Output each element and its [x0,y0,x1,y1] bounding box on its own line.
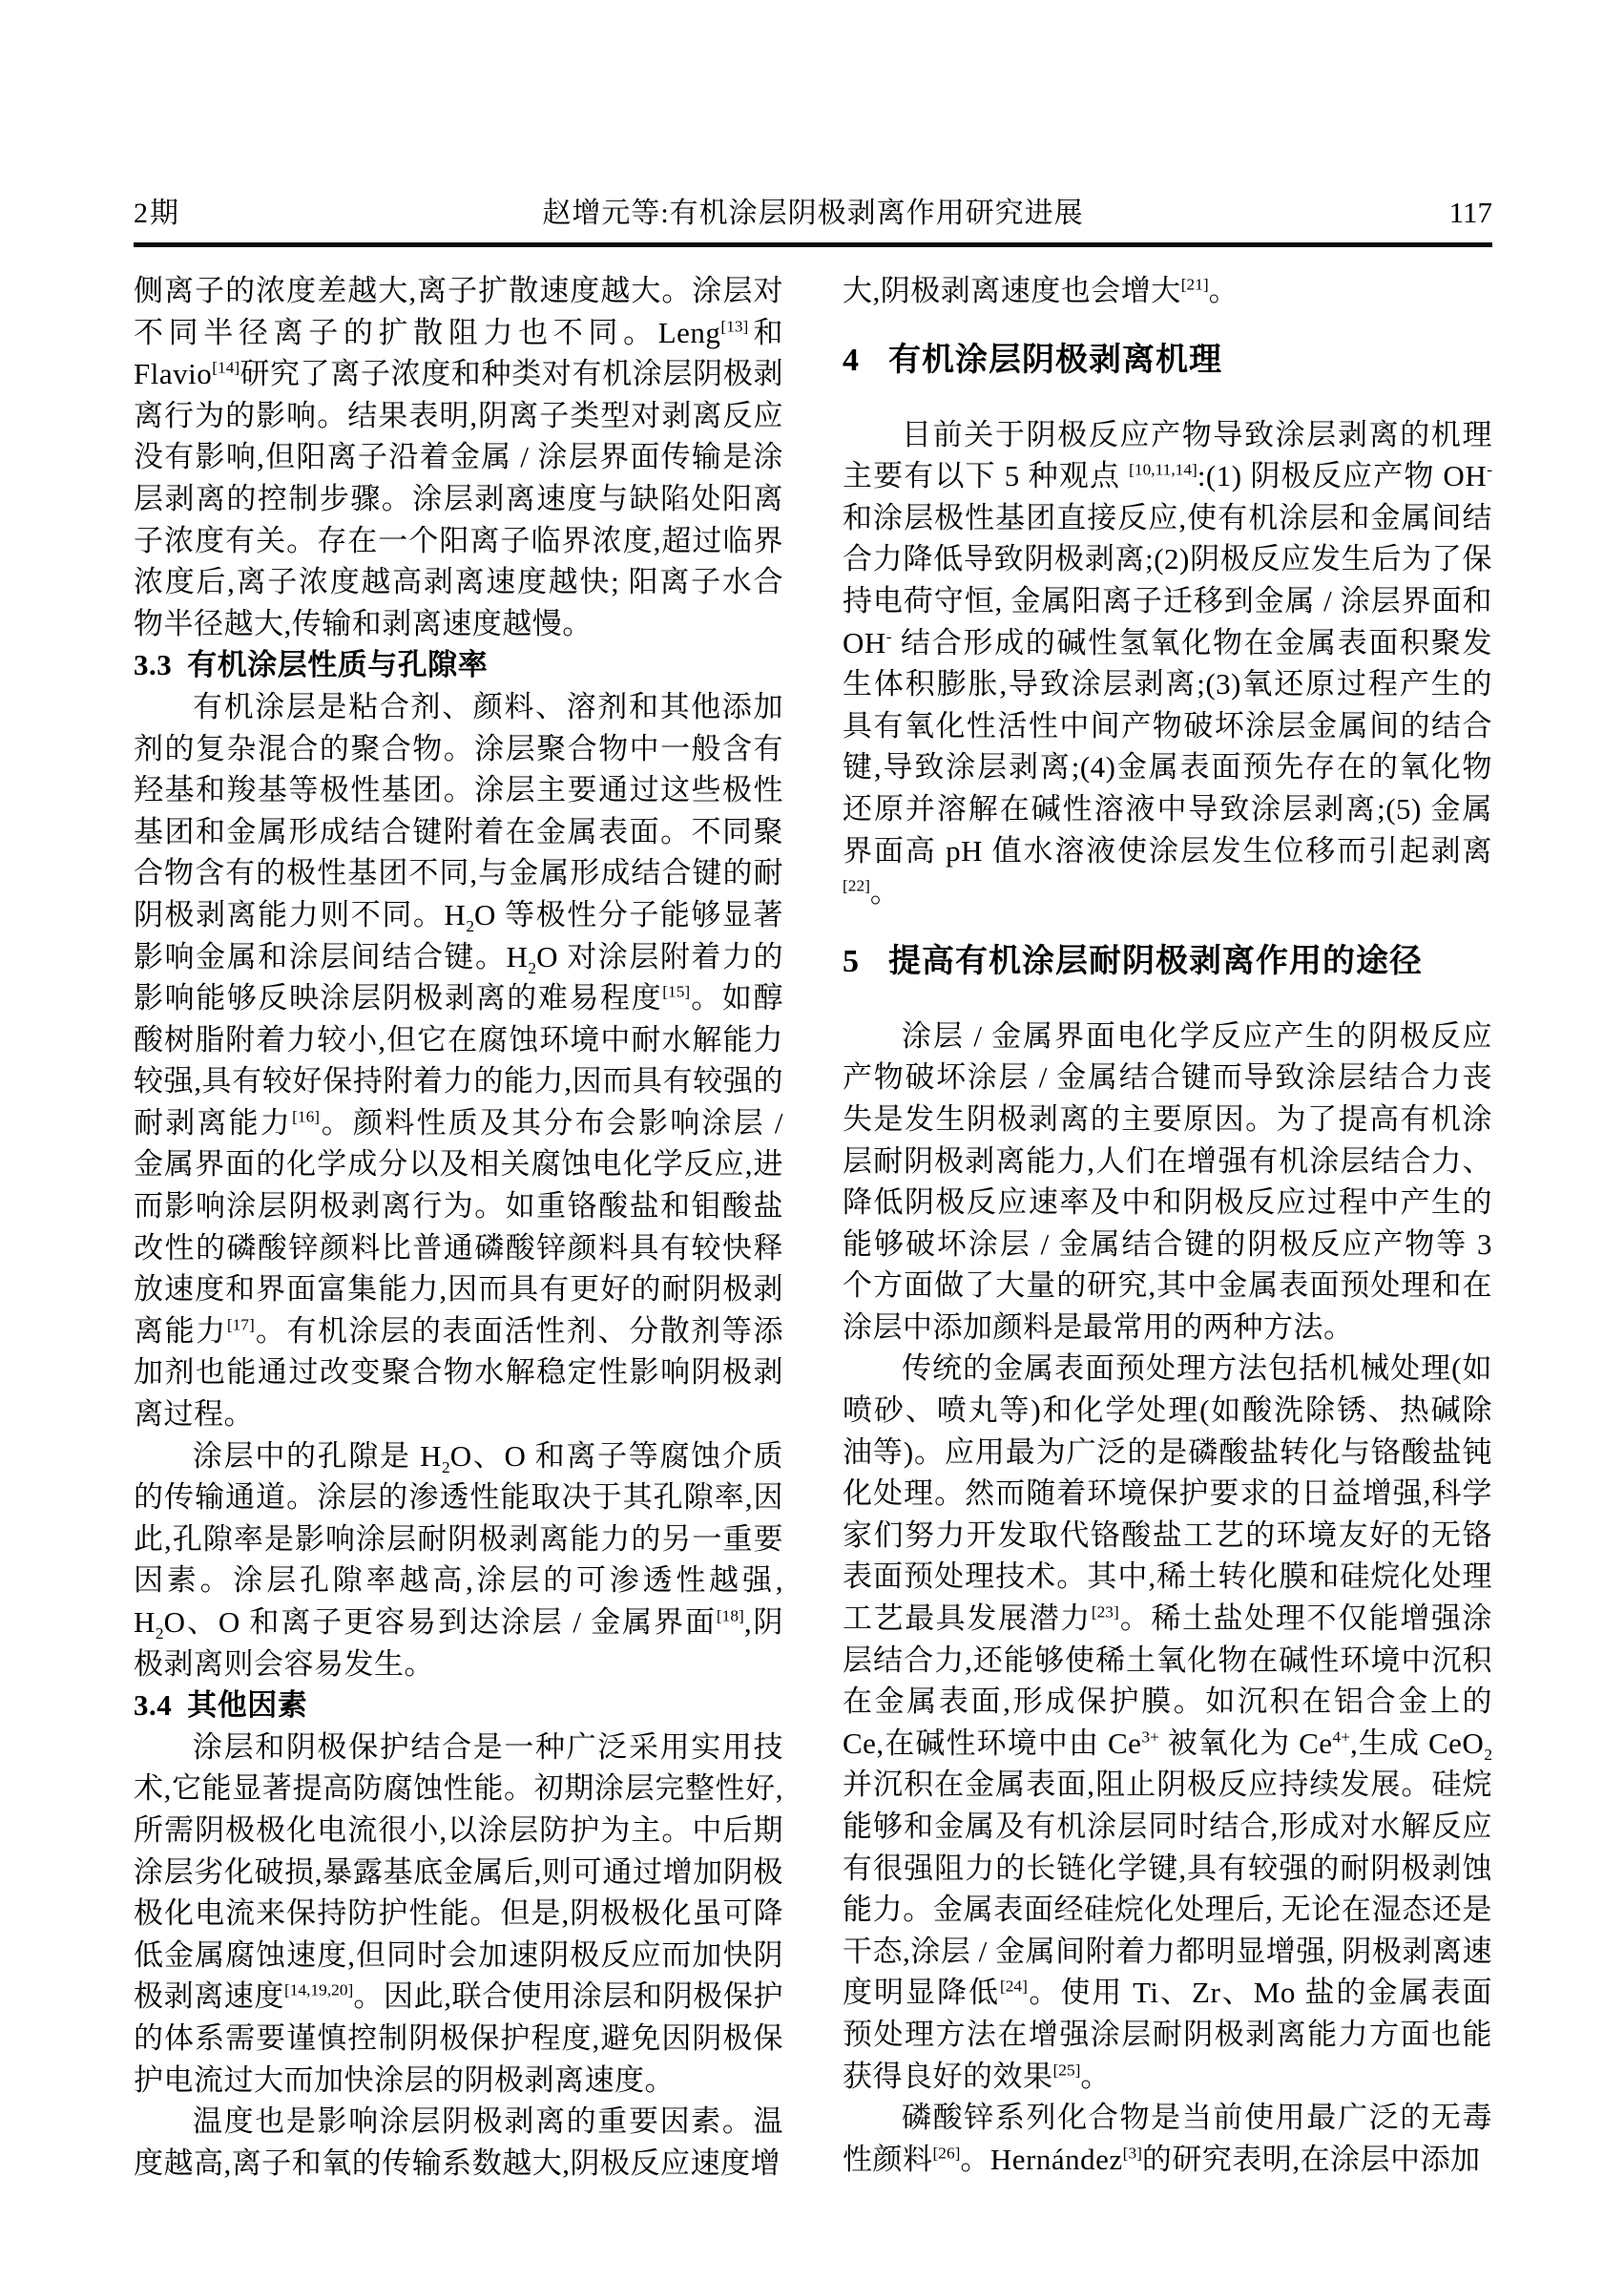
paragraph: 目前关于阴极反应产物导致涂层剥离的机理主要有以下 5 种观点 [10,11,14]:(1) 阴极反应产物 OH- 和涂层极性基团直接反应,使有机涂层和金属间结合力降低导致阴极剥离;(2)阴极反应发生后为了保持电荷守恒, 金属阳离子迁移到金属 / 涂层界面和 OH- 结合形成的碱性氢氧化物在金属表面积聚发生体积膨胀,导致涂层剥离;(3)氧还原过程产生的具有氧化性活性中间产物破坏涂层金属间的结合键,导致涂层剥离;(4)金属表面预先存在的氧化物还原并溶解在碱性溶液中导致涂层剥离;(5) 金属界面高 pH 值水溶液使涂层发生位移而引起剥离[22]。 [843,417,1492,910]
two-column-body [134,270,1492,2184]
section-title: 有机涂层阴极剥离机理 [888,341,1222,378]
paragraph: 涂层中的孔隙是 $H_2O$、O 和离子等腐蚀介质的传输通道。涂层的渗透性能取决于其孔隙率,因此,孔隙率是影响涂层耐阴极剥离能力的另一重要因素。涂层孔隙率越高,涂层的可渗透性越强, $H_2O$、O 和离子更容易到达涂层 / 金属界面[18],阴极剥离则会容易发生。 [134,1438,784,1681]
section-heading [843,339,1492,382]
section-title: 有机涂层性质与孔隙率 [187,648,489,682]
section-number: 4 [843,342,860,378]
paragraph: 涂层和阴极保护结合是一种广泛采用实用技术,它能显著提高防腐蚀性能。初期涂层完整性好,所需阴极极化电流很小,以涂层防护为主。中后期涂层劣化破损,暴露基底金属后,则可通过增加阴极极化电流来保持防护性能。但是,阴极极化虽可降低金属腐蚀速度,但同时会加速阴极反应而加快阴极剥离速度[14,19,20]。因此,联合使用涂层和阴极保护的体系需要谨慎控制阴极保护程度,避免因阴极保护电流过大而加快涂层的阴极剥离速度。 [134,1729,784,2097]
column-left [134,270,783,2184]
page-number: 117 [1448,196,1492,229]
section-title: 提高有机涂层耐阴极剥离作用的途径 [888,942,1423,979]
journal-issue: 2期 [134,198,180,229]
paragraph: 涂层 / 金属界面电化学反应产生的阴极反应产物破坏涂层 / 金属结合键而导致涂层结合力丧失是发生阴极剥离的主要原因。为了提高有机涂层耐阴极剥离能力,人们在增强有机涂层结合力、降低阴极反应速率及中和阴极反应过程中产生的能够破坏涂层 / 金属结合键的阴极反应产物等 3 个方面做了大量的研究,其中金属表面预处理和在涂层中添加颜料是最常用的两种方法。 [843,1018,1492,1344]
paragraph: 大,阴极剥离速度也会增大[21]。 [843,274,1239,307]
running-title: 赵增元等:有机涂层阴极剥离作用研究进展 [542,198,1084,229]
subsection-heading [134,644,783,686]
section-number: 3.4 [134,1688,173,1723]
column-right [843,270,1492,2184]
paragraph: 磷酸锌系列化合物是当前使用最广泛的无毒性颜料[26]。Hernández[3]的研究表明,在涂层中添加 [843,2101,1492,2176]
subsection-heading [134,1685,783,1726]
page-header [134,195,1492,247]
paragraph: 温度也是影响涂层阴极剥离的重要因素。温度越高,离子和氧的传输系数越大,阴极反应速度增 [134,2104,783,2180]
section-number: 3.3 [134,648,173,682]
paragraph: 传统的金属表面预处理方法包括机械处理(如喷砂、喷丸等)和化学处理(如酸洗除锈、热碱除油等)。应用最为广泛的是磷酸盐转化与铬酸盐钝化处理。然而随着环境保护要求的日益增强,科学家们努力开发取代铬酸盐工艺的环境友好的无铬表面预处理技术。其中,稀土转化膜和硅烷化处理工艺最具发展潜力[23]。稀土盐处理不仅能增强涂层结合力,还能够使稀土氧化物在碱性环境中沉积在金属表面,形成保护膜。如沉积在铝合金上的 Ce,在碱性环境中由 $Ce^{3+}$ 被氧化为 $Ce^{4+}$,生成 CeO$_2$ 并沉积在金属表面,阻止阴极反应持续发展。硅烷能够和金属及有机涂层同时结合,形成对水解反应有很强阻力的长链化学键,具有较强的耐阴极剥蚀能力。金属表面经硅烷化处理后, 无论在湿态还是干态,涂层 / 金属间附着力都明显增强, 阴极剥离速度明显降低[24]。使用 Ti、Zr、Mo 盐的金属表面预处理方法在增强涂层耐阴极剥离能力方面也能获得良好的效果[25]。 [843,1351,1493,2093]
section-number: 5 [843,943,860,979]
paragraph: 侧离子的浓度差越大,离子扩散速度越大。涂层对不同半径离子的扩散阻力也不同。Leng[13]和 Flavio[14]研究了离子浓度和种类对有机涂层阴极剥离行为的影响。结果表明,阴离子类型对剥离反应没有影响,但阳离子沿着金属 / 涂层界面传输是涂层剥离的控制步骤。涂层剥离速度与缺陷处阳离子浓度有关。存在一个阳离子临界浓度,超过临界浓度后,离子浓度越高剥离速度越快; 阳离子水合物半径越大,传输和剥离速度越慢。 [134,274,783,640]
paragraph: 有机涂层是粘合剂、颜料、溶剂和其他添加剂的复杂混合的聚合物。涂层聚合物中一般含有羟基和羧基等极性基团。涂层主要通过这些极性基团和金属形成结合键附着在金属表面。不同聚合物含有的极性基团不同,与金属形成结合键的耐阴极剥离能力则不同。$H_2O$ 等极性分子能够显著影响金属和涂层间结合键。$H_2O$ 对涂层附着力的影响能够反映涂层阴极剥离的难易程度[15]。如醇酸树脂附着力较小,但它在腐蚀环境中耐水解能力较强,具有较好保持附着力的能力,因而具有较强的耐剥离能力[16]。颜料性质及其分布会影响涂层 / 金属界面的化学成分以及相关腐蚀电化学反应,进而影响涂层阴极剥离行为。如重铬酸盐和钼酸盐改性的磷酸锌颜料比普通磷酸锌颜料具有较快释放速度和界面富集能力,因而具有更好的耐阴极剥离能力[17]。有机涂层的表面活性剂、分散剂等添加剂也能通过改变聚合物水解稳定性影响阴极剥离过程。 [134,689,784,1432]
section-heading [843,940,1492,983]
section-title: 其他因素 [187,1688,308,1723]
